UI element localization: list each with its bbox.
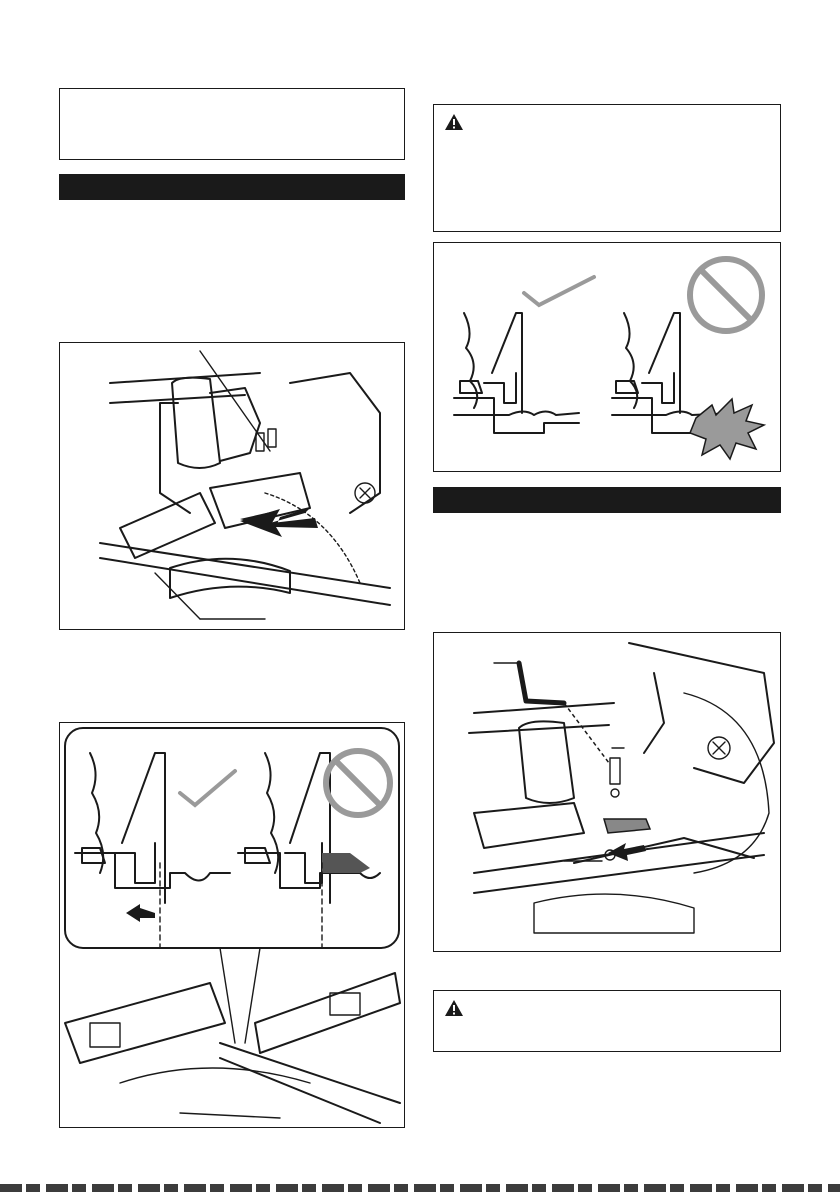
hex-wrench-icon [519,663,564,703]
note-box [59,88,405,160]
fence-correct-incorrect-figure [433,242,781,472]
section-bar-right [433,487,781,513]
warning-triangle-icon [444,999,464,1017]
warning-box-1 [433,104,781,232]
explosion-icon [690,399,764,459]
hex-wrench-adjustment-figure [433,632,781,952]
section-title [433,487,441,503]
section-title [59,174,67,190]
fence-adjustment-figure [59,342,405,630]
prohibition-icon [690,259,762,331]
warning-triangle-icon [444,113,464,131]
check-mark-icon [524,277,594,305]
warning-box-2 [433,990,781,1052]
section-bar-left [59,174,405,200]
blade-clearance-figure [59,722,405,1128]
footer-strip [0,1184,840,1192]
